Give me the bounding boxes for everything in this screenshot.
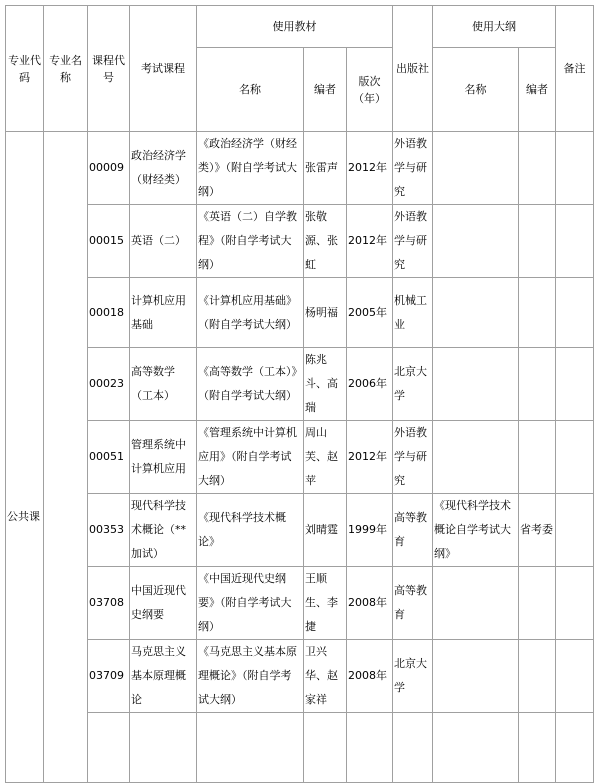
publisher: 外语教学与研究 xyxy=(393,421,433,494)
header-exam-course: 考试课程 xyxy=(130,6,197,132)
course-code: 00015 xyxy=(88,205,130,278)
exam-course: 政治经济学（财经类） xyxy=(130,132,197,205)
syllabus-editor xyxy=(519,640,556,713)
syllabus-editor xyxy=(519,421,556,494)
syllabus-editor xyxy=(519,205,556,278)
textbook-edition: 2005年 xyxy=(347,278,393,348)
remarks xyxy=(556,640,594,713)
header-syllabus-group: 使用大纲 xyxy=(433,6,556,48)
publisher: 外语教学与研究 xyxy=(393,132,433,205)
textbook-edition: 2012年 xyxy=(347,421,393,494)
header-publisher: 出版社 xyxy=(393,6,433,132)
header-row-1 xyxy=(6,6,594,48)
syllabus-name xyxy=(433,640,519,713)
textbook-edition: 2008年 xyxy=(347,640,393,713)
group-label: 公共课 xyxy=(7,510,40,523)
table-row xyxy=(6,348,594,421)
exam-course: 中国近现代史纲要 xyxy=(130,567,197,640)
textbook-editor: 周山芙、赵苹 xyxy=(304,421,347,494)
header-major-code: 专业代码 xyxy=(6,6,44,132)
syllabus-editor: 省考委 xyxy=(519,494,556,567)
header-course-code: 课程代号 xyxy=(88,6,130,132)
textbook-editor: 张敬源、张虹 xyxy=(304,205,347,278)
header-textbook-editor: 编者 xyxy=(304,48,347,132)
table-row xyxy=(6,567,594,640)
syllabus-editor xyxy=(519,567,556,640)
header-textbook-edition: 版次（年） xyxy=(347,48,393,132)
textbook-edition: 2006年 xyxy=(347,348,393,421)
syllabus-editor xyxy=(519,713,556,783)
course-code: 00009 xyxy=(88,132,130,205)
major-code-cell xyxy=(6,132,44,783)
textbook-name: 《计算机应用基础》（附自学考试大纲） xyxy=(197,278,304,348)
table-row xyxy=(6,494,594,567)
course-code: 00023 xyxy=(88,348,130,421)
table-row xyxy=(6,132,594,205)
course-code: 00353 xyxy=(88,494,130,567)
header-syllabus-editor: 编者 xyxy=(519,48,556,132)
textbook-editor: 张雷声 xyxy=(304,132,347,205)
syllabus-name xyxy=(433,567,519,640)
syllabus-name xyxy=(433,713,519,783)
major-name-cell xyxy=(44,132,88,783)
syllabus-editor xyxy=(519,132,556,205)
textbook-name: 《马克思主义基本原理概论》（附自学考试大纲） xyxy=(197,640,304,713)
textbook-name: 《中国近现代史纲要》（附自学考试大纲） xyxy=(197,567,304,640)
table-row xyxy=(6,278,594,348)
textbook-editor: 王顺生、李捷 xyxy=(304,567,347,640)
syllabus-editor xyxy=(519,348,556,421)
textbook-name: 《英语（二）自学教程》（附自学考试大纲） xyxy=(197,205,304,278)
publisher: 机械工业 xyxy=(393,278,433,348)
textbook-editor: 刘晴霆 xyxy=(304,494,347,567)
publisher: 高等教育 xyxy=(393,567,433,640)
publisher: 高等教育 xyxy=(393,494,433,567)
table-row xyxy=(6,640,594,713)
syllabus-name: 《现代科学技术概论自学考试大纲》 xyxy=(433,494,519,567)
course-code: 03708 xyxy=(88,567,130,640)
textbook-edition: 2008年 xyxy=(347,567,393,640)
remarks xyxy=(556,132,594,205)
exam-course: 计算机应用基础 xyxy=(130,278,197,348)
publisher: 北京大学 xyxy=(393,348,433,421)
course-code xyxy=(88,713,130,783)
remarks xyxy=(556,278,594,348)
syllabus-name xyxy=(433,278,519,348)
header-remarks: 备注 xyxy=(556,6,594,132)
textbook-name: 《高等数学（工本）》（附自学考试大纲） xyxy=(197,348,304,421)
textbook-name: 《现代科学技术概论》 xyxy=(197,494,304,567)
header-textbook-group: 使用教材 xyxy=(197,6,393,48)
textbook-editor: 陈兆斗、高瑞 xyxy=(304,348,347,421)
textbook-edition xyxy=(347,713,393,783)
table-row xyxy=(6,421,594,494)
textbook-edition: 2012年 xyxy=(347,205,393,278)
textbook-editor: 杨明福 xyxy=(304,278,347,348)
exam-course xyxy=(130,713,197,783)
table-row xyxy=(6,713,594,783)
textbook-name xyxy=(197,713,304,783)
course-table xyxy=(5,5,594,783)
textbook-edition: 1999年 xyxy=(347,494,393,567)
remarks xyxy=(556,494,594,567)
publisher xyxy=(393,713,433,783)
header-textbook-name: 名称 xyxy=(197,48,304,132)
header-syllabus-name: 名称 xyxy=(433,48,519,132)
publisher: 外语教学与研究 xyxy=(393,205,433,278)
syllabus-name xyxy=(433,132,519,205)
publisher: 北京大学 xyxy=(393,640,433,713)
textbook-edition: 2012年 xyxy=(347,132,393,205)
textbook-name: 《政治经济学（财经类）》（附自学考试大纲） xyxy=(197,132,304,205)
syllabus-name xyxy=(433,421,519,494)
course-code: 03709 xyxy=(88,640,130,713)
textbook-editor xyxy=(304,713,347,783)
remarks xyxy=(556,205,594,278)
syllabus-editor xyxy=(519,278,556,348)
exam-course: 高等数学（工本） xyxy=(130,348,197,421)
remarks xyxy=(556,567,594,640)
textbook-name: 《管理系统中计算机应用》（附自学考试大纲） xyxy=(197,421,304,494)
remarks xyxy=(556,421,594,494)
syllabus-name xyxy=(433,205,519,278)
course-code: 00018 xyxy=(88,278,130,348)
remarks xyxy=(556,713,594,783)
exam-course: 英语（二） xyxy=(130,205,197,278)
exam-course: 管理系统中计算机应用 xyxy=(130,421,197,494)
remarks xyxy=(556,348,594,421)
exam-course: 马克思主义基本原理概论 xyxy=(130,640,197,713)
course-code: 00051 xyxy=(88,421,130,494)
exam-course: 现代科学技术概论（**加试） xyxy=(130,494,197,567)
syllabus-name xyxy=(433,348,519,421)
header-major-name: 专业名称 xyxy=(44,6,88,132)
textbook-editor: 卫兴华、赵家祥 xyxy=(304,640,347,713)
table-row xyxy=(6,205,594,278)
